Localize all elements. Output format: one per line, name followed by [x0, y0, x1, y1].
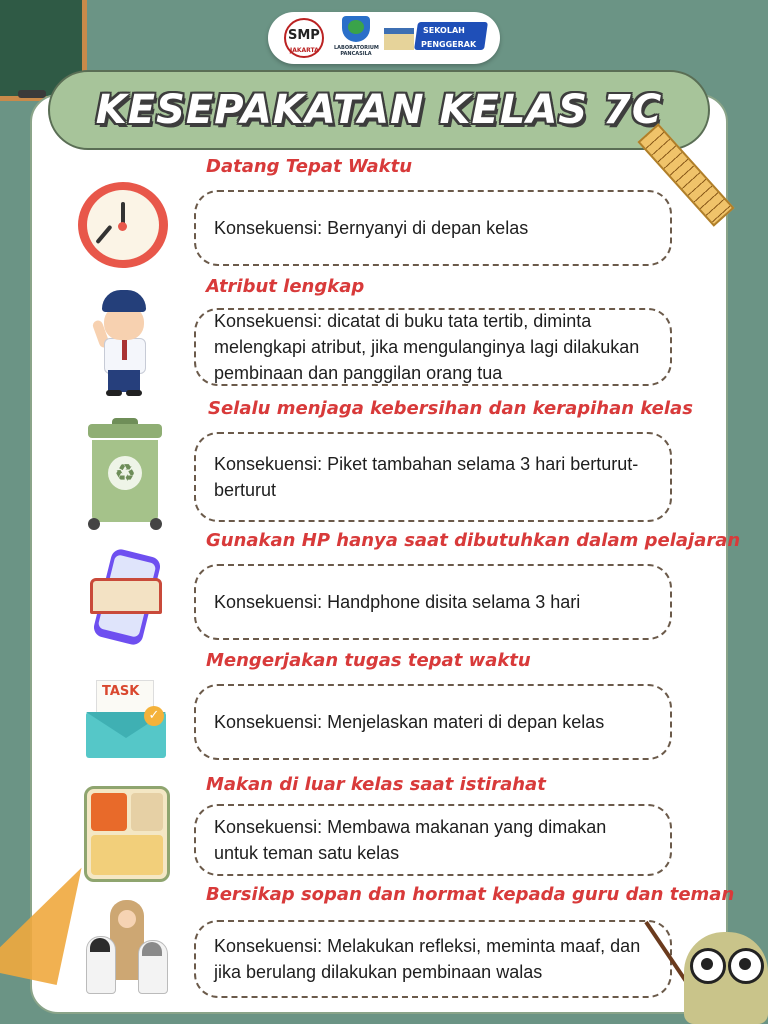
consequence-box-1: Konsekuensi: Bernyanyi di depan kelas [194, 190, 672, 266]
recycle-bin-icon: ♻ [88, 418, 162, 530]
rule-heading-1: Datang Tepat Waktu [206, 156, 413, 177]
smp-logo-text: SMP [288, 28, 320, 43]
sekolah-penggerak-text-2: PENGGERAK [421, 40, 477, 49]
consequence-box-5: Konsekuensi: Menjelaskan materi di depan kelas [194, 684, 672, 760]
lab-logo-caption: LABORATORIUM PANCASILA [334, 45, 379, 57]
consequence-box-3: Konsekuensi: Piket tambahan selama 3 hari berturut-berturut [194, 432, 672, 522]
rule-heading-5: Mengerjakan tugas tepat waktu [206, 650, 531, 671]
task-label: TASK [102, 684, 140, 699]
logo-bar [268, 12, 500, 64]
smp-logo [282, 18, 326, 58]
teacher-students-icon [84, 900, 170, 996]
owl-teacher-icon [676, 922, 768, 1024]
sekolah-penggerak-text-1: SEKOLAH [422, 26, 465, 35]
student-uniform-icon [96, 290, 152, 398]
sekolah-penggerak-logo [384, 20, 488, 54]
eraser-icon [18, 90, 46, 98]
consequence-box-2: Konsekuensi: dicatat di buku tata tertib, diminta melengkapi atribut, jika mengulanginya lagi dilakukan pembinaan dan panggilan orang tua [194, 308, 672, 386]
phone-book-icon [90, 552, 164, 644]
rule-heading-2: Atribut lengkap [206, 276, 365, 297]
page-title: KESEPAKATAN KELAS 7C [95, 87, 663, 133]
smp-logo-subtext: JAKARTA [290, 47, 319, 54]
consequence-box-7: Konsekuensi: Melakukan refleksi, meminta maaf, dan jika berulang dilakukan pembinaan walas [194, 920, 672, 998]
rule-heading-7: Bersikap sopan dan hormat kepada guru dan teman [206, 884, 735, 905]
consequence-box-4: Konsekuensi: Handphone disita selama 3 hari [194, 564, 672, 640]
title-banner [48, 70, 710, 150]
rule-heading-3: Selalu menjaga kebersihan dan kerapihan kelas [208, 398, 693, 419]
rule-heading-6: Makan di luar kelas saat istirahat [206, 774, 546, 795]
school-building-icon [384, 28, 414, 50]
laboratorium-pancasila-logo [334, 16, 378, 60]
consequence-box-6: Konsekuensi: Membawa makanan yang dimakan untuk teman satu kelas [194, 804, 672, 876]
lunch-tray-icon [84, 786, 170, 882]
rule-heading-4: Gunakan HP hanya saat dibutuhkan dalam pelajaran [206, 530, 741, 551]
task-envelope-icon: TASK ✓ [86, 680, 168, 760]
clock-icon [78, 182, 168, 268]
